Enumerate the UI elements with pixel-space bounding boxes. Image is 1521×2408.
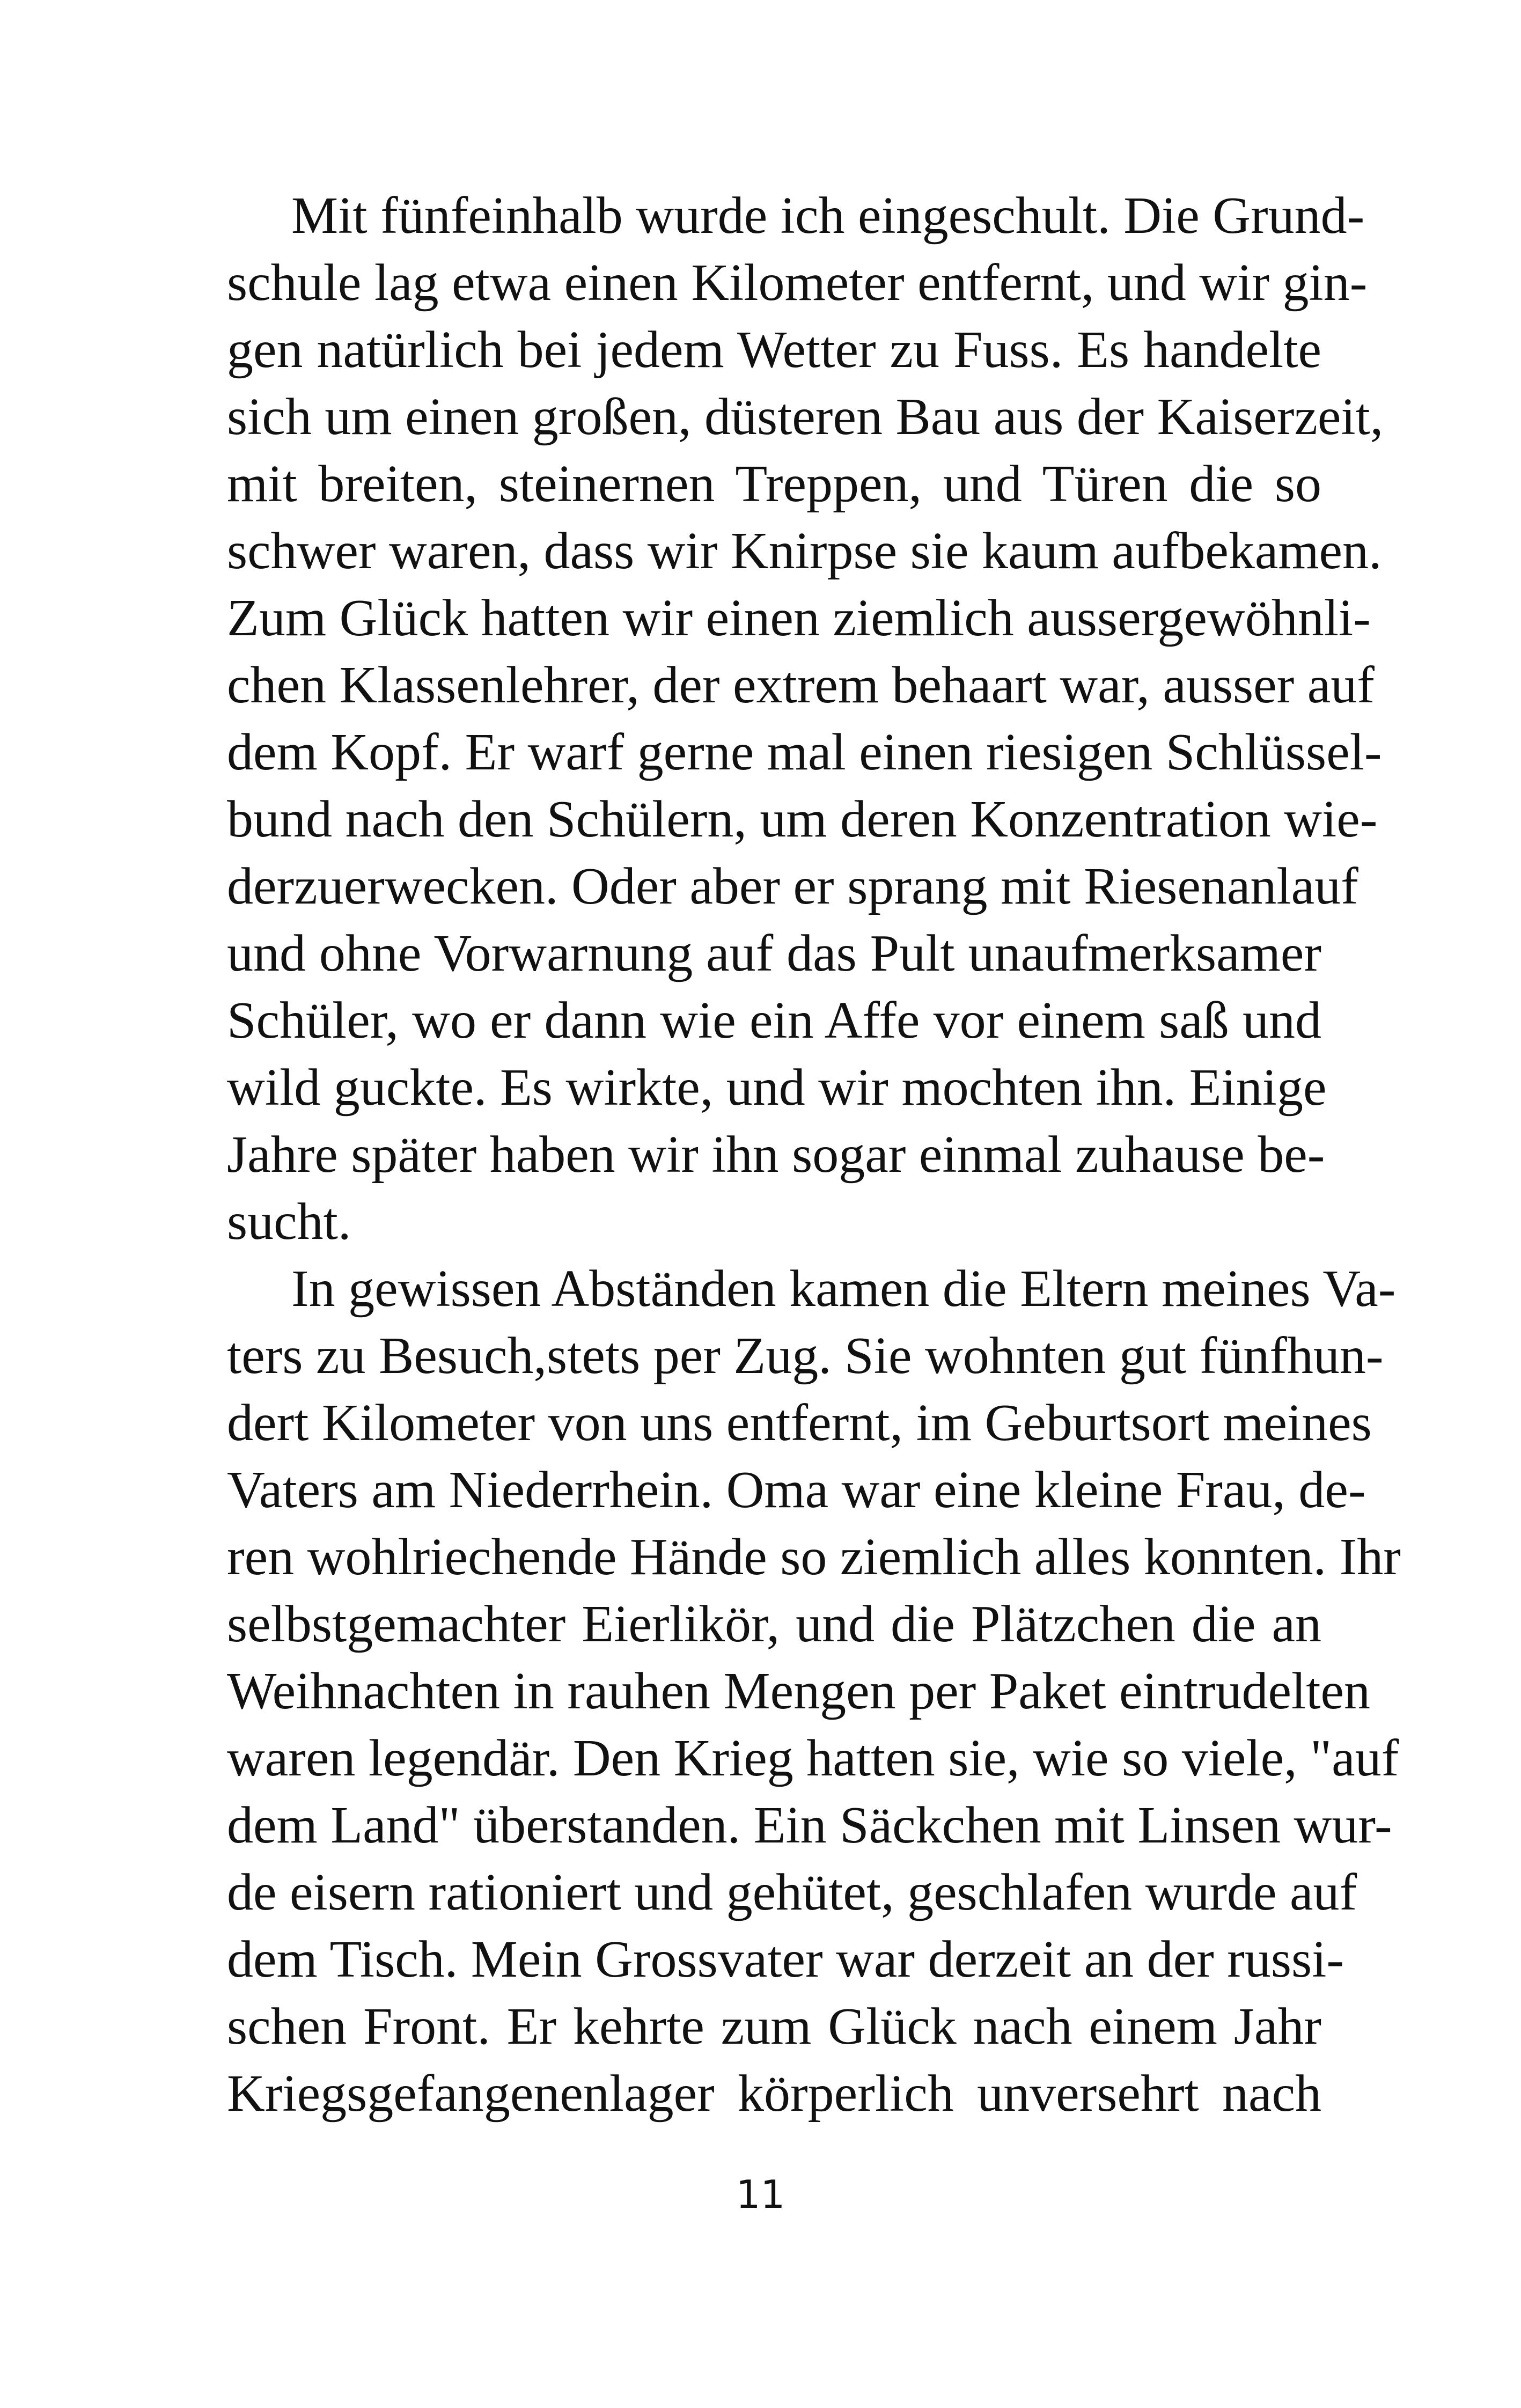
text-line: ren wohlriechende Hände so ziemlich alles konnten. Ihr <box>227 1528 1401 1586</box>
text-line: dem Kopf. Er warf gerne mal einen riesigen Schlüssel- <box>227 723 1382 781</box>
text-line: bund nach den Schülern, um deren Konzentration wie- <box>227 790 1378 848</box>
paragraph-2 <box>227 1256 1401 2127</box>
text-line: und ohne Vorwarnung auf das Pult unaufmerksamer <box>227 924 1321 982</box>
text-line: chen Klassenlehrer, der extrem behaart war, ausser auf <box>227 656 1375 714</box>
text-line: Weihnachten in rauhen Mengen per Paket eintrudelten <box>227 1662 1370 1720</box>
text-line: mit breiten, steinernen Treppen, und Türen die so <box>227 455 1321 513</box>
text-line: de eisern rationiert und gehütet, geschlafen wurde auf <box>227 1863 1357 1921</box>
text-line: ters zu Besuch,stets per Zug. Sie wohnten gut fünfhun- <box>227 1327 1384 1385</box>
text-line: dert Kilometer von uns entfernt, im Geburtsort meines <box>227 1394 1372 1452</box>
text-line: Zum Glück hatten wir einen ziemlich aussergewöhnli- <box>227 589 1371 647</box>
text-line: In gewissen Abständen kamen die Eltern meines Va- <box>291 1260 1396 1318</box>
text-line: schen Front. Er kehrte zum Glück nach einem Jahr <box>227 1998 1321 2055</box>
text-line: sich um einen großen, düsteren Bau aus der Kaiserzeit, <box>227 388 1384 446</box>
text-line: schule lag etwa einen Kilometer entfernt, und wir gin- <box>227 254 1368 312</box>
text-line: dem Land" überstanden. Ein Säckchen mit Linsen wur- <box>227 1796 1392 1854</box>
text-line: selbstgemachter Eierlikör, und die Plätzchen die an <box>227 1595 1321 1653</box>
text-line: dem Tisch. Mein Grossvater war derzeit an der russi- <box>227 1930 1344 1988</box>
page-number: 11 <box>736 2172 785 2217</box>
text-line: Jahre später haben wir ihn sogar einmal zuhause be- <box>227 1126 1325 1184</box>
text-line: schwer waren, dass wir Knirpse sie kaum aufbekamen. <box>227 522 1382 580</box>
paragraph-1 <box>227 182 1384 1256</box>
body-text <box>227 182 1401 2127</box>
text-line: wild guckte. Es wirkte, und wir mochten ihn. Einige <box>227 1059 1327 1117</box>
text-line: Kriegsgefangenenlager körperlich unversehrt nach <box>227 2065 1321 2123</box>
text-line: waren legendär. Den Krieg hatten sie, wie so viele, "auf <box>227 1729 1399 1787</box>
text-line: sucht. <box>227 1193 351 1251</box>
text-line: derzuerwecken. Oder aber er sprang mit Riesenanlauf <box>227 857 1358 915</box>
text-line: Mit fünfeinhalb wurde ich eingeschult. Die Grund- <box>291 187 1365 245</box>
text-line: Vaters am Niederrhein. Oma war eine kleine Frau, de- <box>227 1461 1366 1519</box>
text-line: Schüler, wo er dann wie ein Affe vor einem saß und <box>227 992 1321 1049</box>
text-line: gen natürlich bei jedem Wetter zu Fuss. Es handelte <box>227 321 1321 379</box>
